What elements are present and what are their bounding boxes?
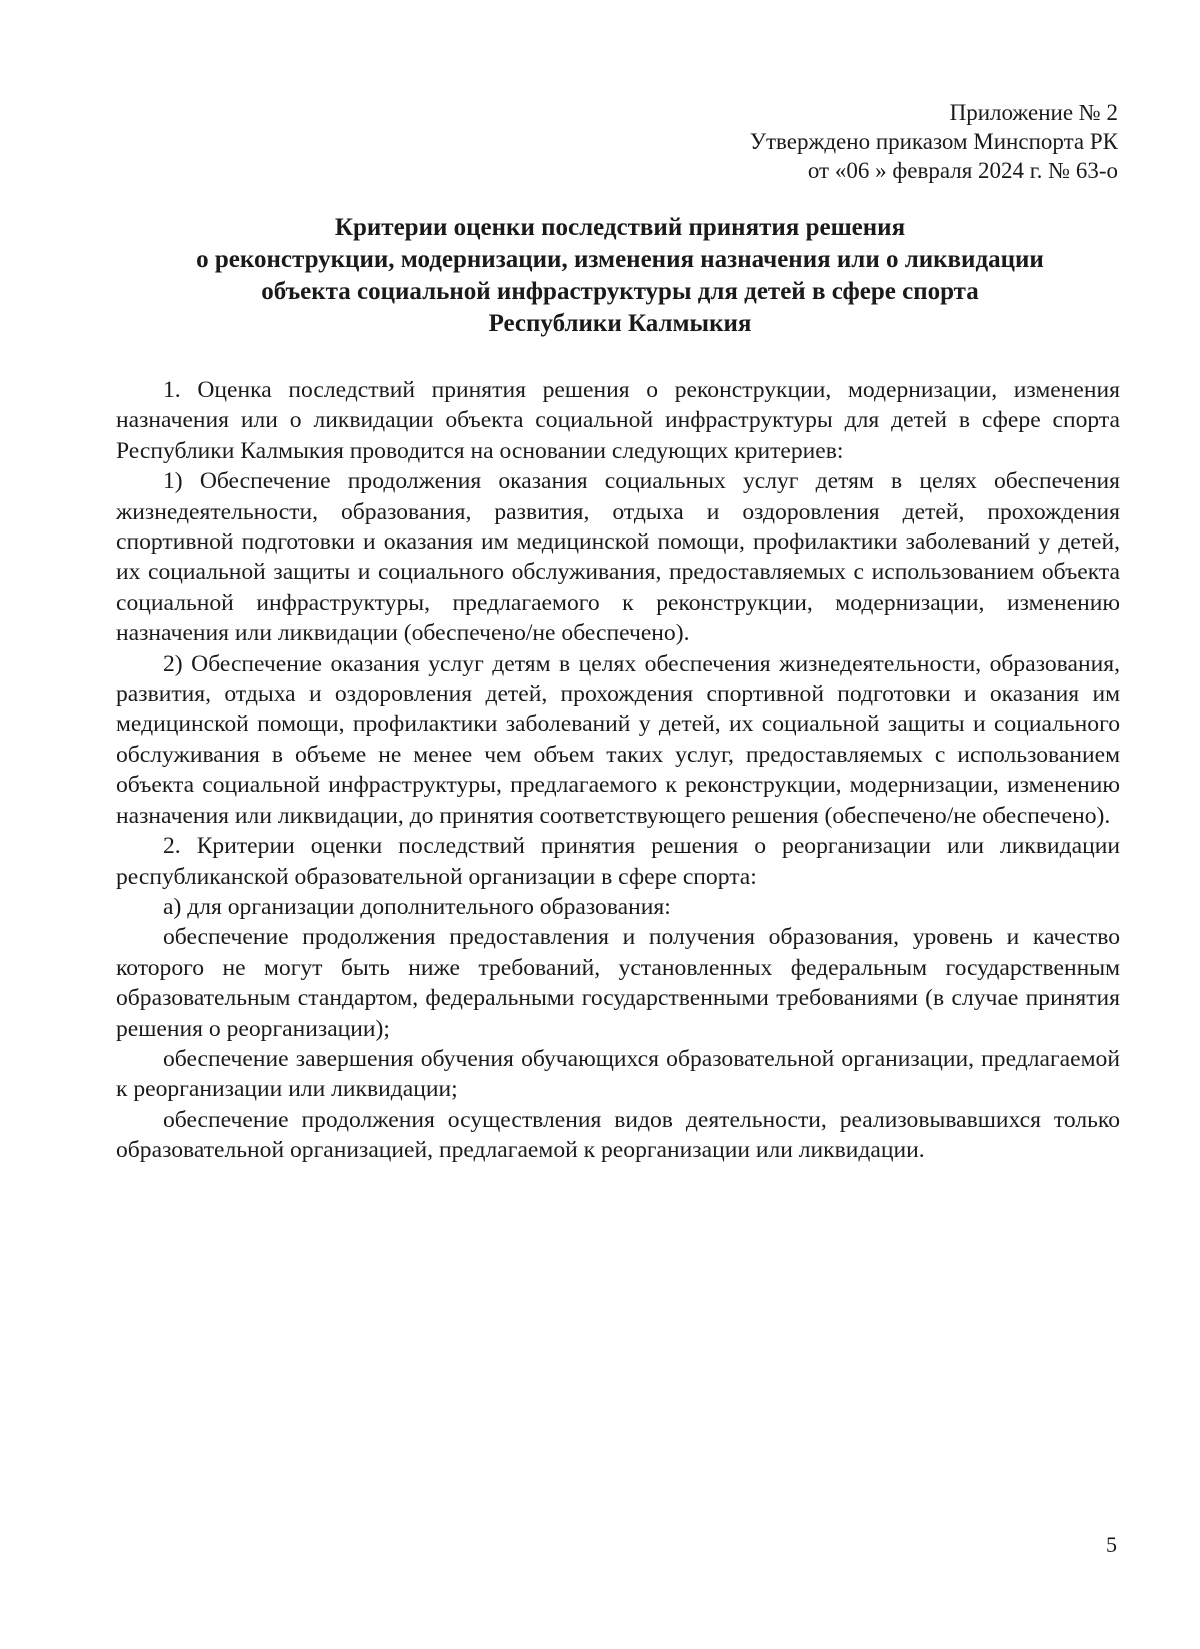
document-body [116, 375, 1120, 1166]
approval-line: Утверждено приказом Минспорта РК [749, 129, 1118, 154]
appendix-number: Приложение № 2 [949, 100, 1118, 125]
paragraph-1-item-1: 1) Обеспечение продолжения оказания социальных услуг детям в целях обеспечения жизнедеятельности, образования, развития, отдыха и оздоровления детей, прохождения спортивной подготовки и оказания им медицинской помощи, профилактики заболеваний у детей, их социальной защиты и социального обслуживания, предоставляемых с использованием объекта социальной инфраструктуры, предлагаемого к реконструкции, модернизации, изменению назначения или ликвидации (обеспечено/не обеспечено). [116, 468, 1120, 647]
paragraph-2: 2. Критерии оценки последствий принятия решения о реорганизации или ликвидации республиканской образовательной организации в сфере спорта: [116, 833, 1120, 890]
paragraph-2-criterion-2: обеспечение завершения обучения обучающихся образовательной организации, предлагаемой к реорганизации или ликвидации; [116, 1045, 1120, 1103]
title-line-2: о реконструкции, модернизации, изменения назначения или о ликвидации [196, 246, 1044, 273]
paragraph-1: 1. Оценка последствий принятия решения о реконструкции, модернизации, изменения назначения или о ликвидации объекта социальной инфраструктуры для детей в сфере спорта Республики Калмыкия проводится на основании следующих критериев: [116, 377, 1120, 464]
title-line-1: Критерии оценки последствий принятия решения [334, 214, 906, 241]
document-title [120, 212, 1120, 340]
title-line-4: Республики Калмыкия [488, 310, 752, 337]
paragraph-2-item-a: а) для организации дополнительного образования: [163, 893, 671, 920]
approval-header [750, 98, 1118, 185]
paragraph-1-item-2: 2) Обеспечение оказания услуг детям в целях обеспечения жизнедеятельности, образования, развития, отдыха и оздоровления детей, прохождения спортивной подготовки и оказания им медицинской помощи, профилактики заболеваний у детей, их социальной защиты и социального обслуживания в объеме не менее чем объем таких услуг, предоставляемых с использованием объекта социальной инфраструктуры, предлагаемого к реконструкции, модернизации, изменению назначения или ликвидации, до принятия соответствующего решения (обеспечено/не обеспечено). [116, 650, 1120, 829]
page-number: 5 [1106, 1532, 1117, 1557]
order-date-line: от «06 » февраля 2024 г. № 63-о [807, 158, 1118, 183]
paragraph-2-criterion-3: обеспечение продолжения осуществления видов деятельности, реализовывавшихся только образовательной организацией, предлагаемой к реорганизации или ликвидации. [116, 1106, 1120, 1164]
paragraph-2-criterion-1: обеспечение продолжения предоставления и получения образования, уровень и качество которого не могут быть ниже требований, установленных федеральным государственным образовательным стандартом, федеральными государственными требованиями (в случае принятия решения о реорганизации); [116, 924, 1120, 1042]
title-line-3: объекта социальной инфраструктуры для детей в сфере спорта [261, 278, 979, 305]
